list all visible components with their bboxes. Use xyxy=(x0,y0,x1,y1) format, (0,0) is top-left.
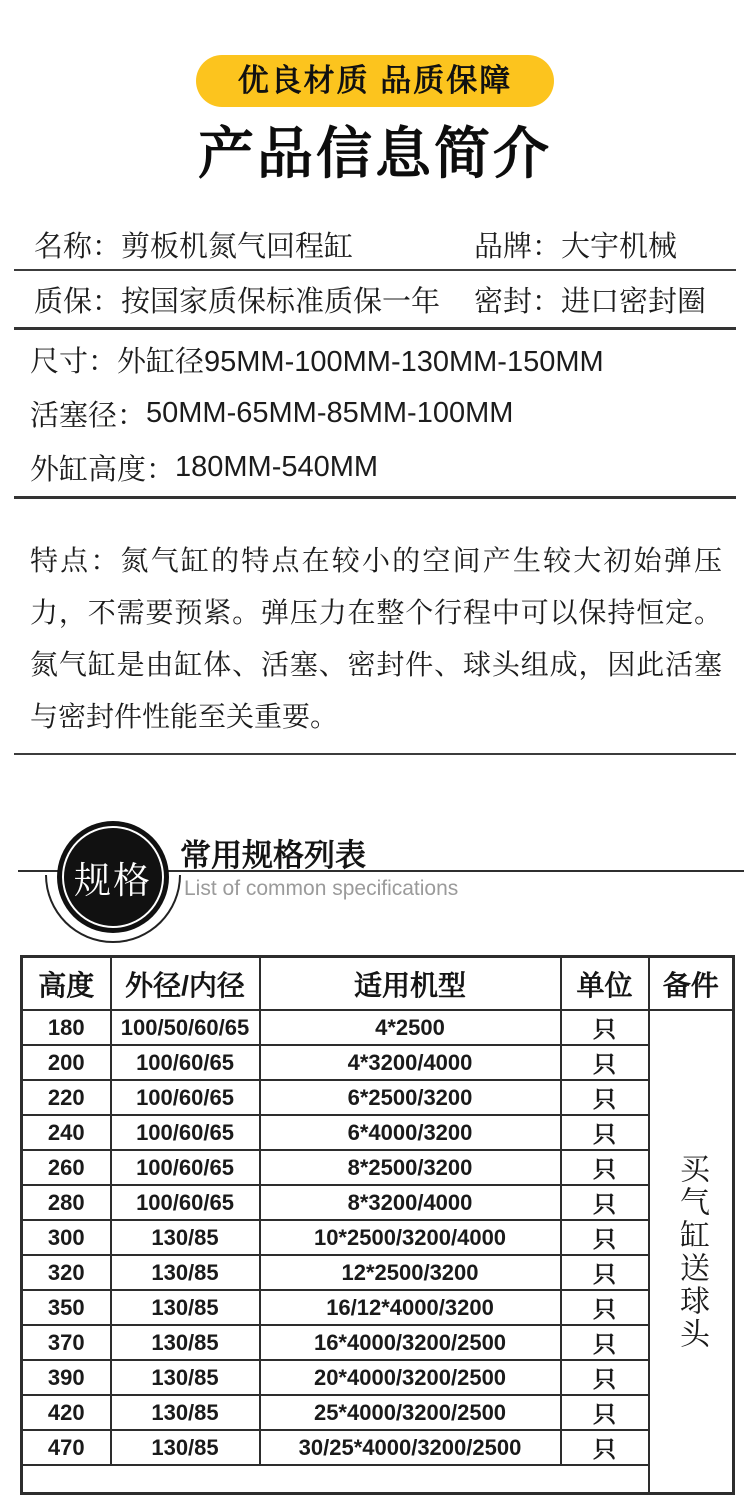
features-text: 氮气缸的特点在较小的空间产生较大初始弹压力，不需要预紧。弹压力在整个行程中可以保持恒定。氮气缸是由缸体、活塞、密封件、球头组成，因此活塞与密封件性能至关重要。 xyxy=(30,545,722,732)
field-label: 尺寸： xyxy=(30,345,118,378)
col-header-model: 适用机型 xyxy=(260,957,561,1011)
cell-od-id: 100/60/65 xyxy=(111,1045,260,1080)
cell-model: 16*4000/3200/2500 xyxy=(260,1325,561,1360)
field-value: 进口密封圈 xyxy=(561,285,707,318)
cell-unit: 只 xyxy=(561,1290,649,1325)
spec-badge-label: 规格 xyxy=(74,860,152,901)
table-row xyxy=(22,1255,734,1290)
cell-height: 370 xyxy=(22,1325,111,1360)
cell-od-id: 130/85 xyxy=(111,1395,260,1430)
page-title: 产品信息简介 xyxy=(198,122,552,185)
cell-model: 10*2500/3200/4000 xyxy=(260,1220,561,1255)
cell-od-id: 130/85 xyxy=(111,1360,260,1395)
table-row-empty xyxy=(22,1465,734,1494)
info-field-warranty xyxy=(34,279,474,320)
cell-model: 6*4000/3200 xyxy=(260,1115,561,1150)
cell-od-id: 130/85 xyxy=(111,1290,260,1325)
cell-model: 8*3200/4000 xyxy=(260,1185,561,1220)
cell-unit: 只 xyxy=(561,1185,649,1220)
col-header-od-id: 外径/内径 xyxy=(111,957,260,1011)
cell-unit: 只 xyxy=(561,1360,649,1395)
cell-od-id: 130/85 xyxy=(111,1430,260,1465)
field-label: 品牌： xyxy=(474,230,562,263)
dim-row-height xyxy=(14,440,736,494)
empty-cell xyxy=(22,1465,649,1494)
field-value: 180MM-540MM xyxy=(175,450,379,483)
cell-unit: 只 xyxy=(561,1115,649,1150)
cell-height: 260 xyxy=(22,1150,111,1185)
dim-row-size xyxy=(14,332,736,386)
field-value: 按国家质保标准质保一年 xyxy=(121,285,441,318)
cell-od-id: 100/60/65 xyxy=(111,1150,260,1185)
cell-unit: 只 xyxy=(561,1045,649,1080)
cell-height: 420 xyxy=(22,1395,111,1430)
features-paragraph xyxy=(14,527,736,755)
spec-section-title: 常用规格列表 xyxy=(180,838,366,873)
table-row xyxy=(22,1045,734,1080)
cell-model: 6*2500/3200 xyxy=(260,1080,561,1115)
cell-model: 16/12*4000/3200 xyxy=(260,1290,561,1325)
field-label: 活塞径： xyxy=(30,399,147,432)
cell-height: 200 xyxy=(22,1045,111,1080)
spare-note-cell xyxy=(649,1010,734,1494)
table-row xyxy=(22,1080,734,1115)
cell-od-id: 130/85 xyxy=(111,1220,260,1255)
spec-section-header xyxy=(0,783,750,955)
cell-unit: 只 xyxy=(561,1255,649,1290)
field-label: 特点： xyxy=(30,545,121,576)
spec-table xyxy=(20,955,735,1495)
field-label: 外缸高度： xyxy=(30,453,176,486)
table-row xyxy=(22,1290,734,1325)
cell-model: 12*2500/3200 xyxy=(260,1255,561,1290)
cell-model: 4*2500 xyxy=(260,1010,561,1045)
table-row xyxy=(22,1185,734,1220)
field-label: 名称： xyxy=(34,230,122,263)
spare-note: 买气缸送球头 xyxy=(674,1152,708,1351)
field-value: 大宇机械 xyxy=(561,230,678,263)
cell-height: 350 xyxy=(22,1290,111,1325)
field-value: 剪板机氮气回程缸 xyxy=(121,230,354,263)
cell-od-id: 100/50/60/65 xyxy=(111,1010,260,1045)
info-field-name xyxy=(34,224,474,265)
cell-height: 280 xyxy=(22,1185,111,1220)
cell-height: 220 xyxy=(22,1080,111,1115)
field-value: 外缸径95MM-100MM-130MM-150MM xyxy=(117,345,604,378)
table-row xyxy=(22,1325,734,1360)
product-info-sheet xyxy=(14,219,736,755)
cell-height: 180 xyxy=(22,1010,111,1045)
field-value: 50MM-65MM-85MM-100MM xyxy=(146,396,514,429)
spec-section-subtitle: List of common specifications xyxy=(184,877,459,900)
table-row xyxy=(22,1115,734,1150)
cell-model: 30/25*4000/3200/2500 xyxy=(260,1430,561,1465)
cell-unit: 只 xyxy=(561,1430,649,1465)
cell-height: 390 xyxy=(22,1360,111,1395)
cell-height: 470 xyxy=(22,1430,111,1465)
cell-height: 300 xyxy=(22,1220,111,1255)
table-row xyxy=(22,1010,734,1045)
info-row-warranty-seal xyxy=(14,271,736,330)
table-row xyxy=(22,1150,734,1185)
field-label: 密封： xyxy=(474,285,562,318)
cell-od-id: 130/85 xyxy=(111,1255,260,1290)
cell-unit: 只 xyxy=(561,1150,649,1185)
col-header-unit: 单位 xyxy=(561,957,649,1011)
cell-unit: 只 xyxy=(561,1080,649,1115)
cell-unit: 只 xyxy=(561,1395,649,1430)
cell-od-id: 100/60/65 xyxy=(111,1115,260,1150)
cell-model: 25*4000/3200/2500 xyxy=(260,1395,561,1430)
table-row xyxy=(22,1360,734,1395)
cell-od-id: 130/85 xyxy=(111,1325,260,1360)
cell-unit: 只 xyxy=(561,1010,649,1045)
field-label: 质保： xyxy=(34,285,122,318)
table-row xyxy=(22,1220,734,1255)
cell-height: 320 xyxy=(22,1255,111,1290)
cell-od-id: 100/60/65 xyxy=(111,1080,260,1115)
quality-badge: 优良材质 品质保障 xyxy=(196,55,555,107)
cell-unit: 只 xyxy=(561,1220,649,1255)
cell-model: 20*4000/3200/2500 xyxy=(260,1360,561,1395)
cell-od-id: 100/60/65 xyxy=(111,1185,260,1220)
spec-circle-badge xyxy=(57,821,169,933)
cell-unit: 只 xyxy=(561,1325,649,1360)
info-row-name-brand xyxy=(14,219,736,271)
cell-model: 4*3200/4000 xyxy=(260,1045,561,1080)
dimensions-block xyxy=(14,330,736,499)
cell-height: 240 xyxy=(22,1115,111,1150)
col-header-spare: 备件 xyxy=(649,957,734,1011)
table-header-row xyxy=(22,957,734,1011)
col-header-height: 高度 xyxy=(22,957,111,1011)
table-row xyxy=(22,1430,734,1465)
dim-row-piston xyxy=(14,386,736,440)
info-field-seal xyxy=(474,279,706,320)
cell-model: 8*2500/3200 xyxy=(260,1150,561,1185)
info-field-brand xyxy=(474,224,677,265)
